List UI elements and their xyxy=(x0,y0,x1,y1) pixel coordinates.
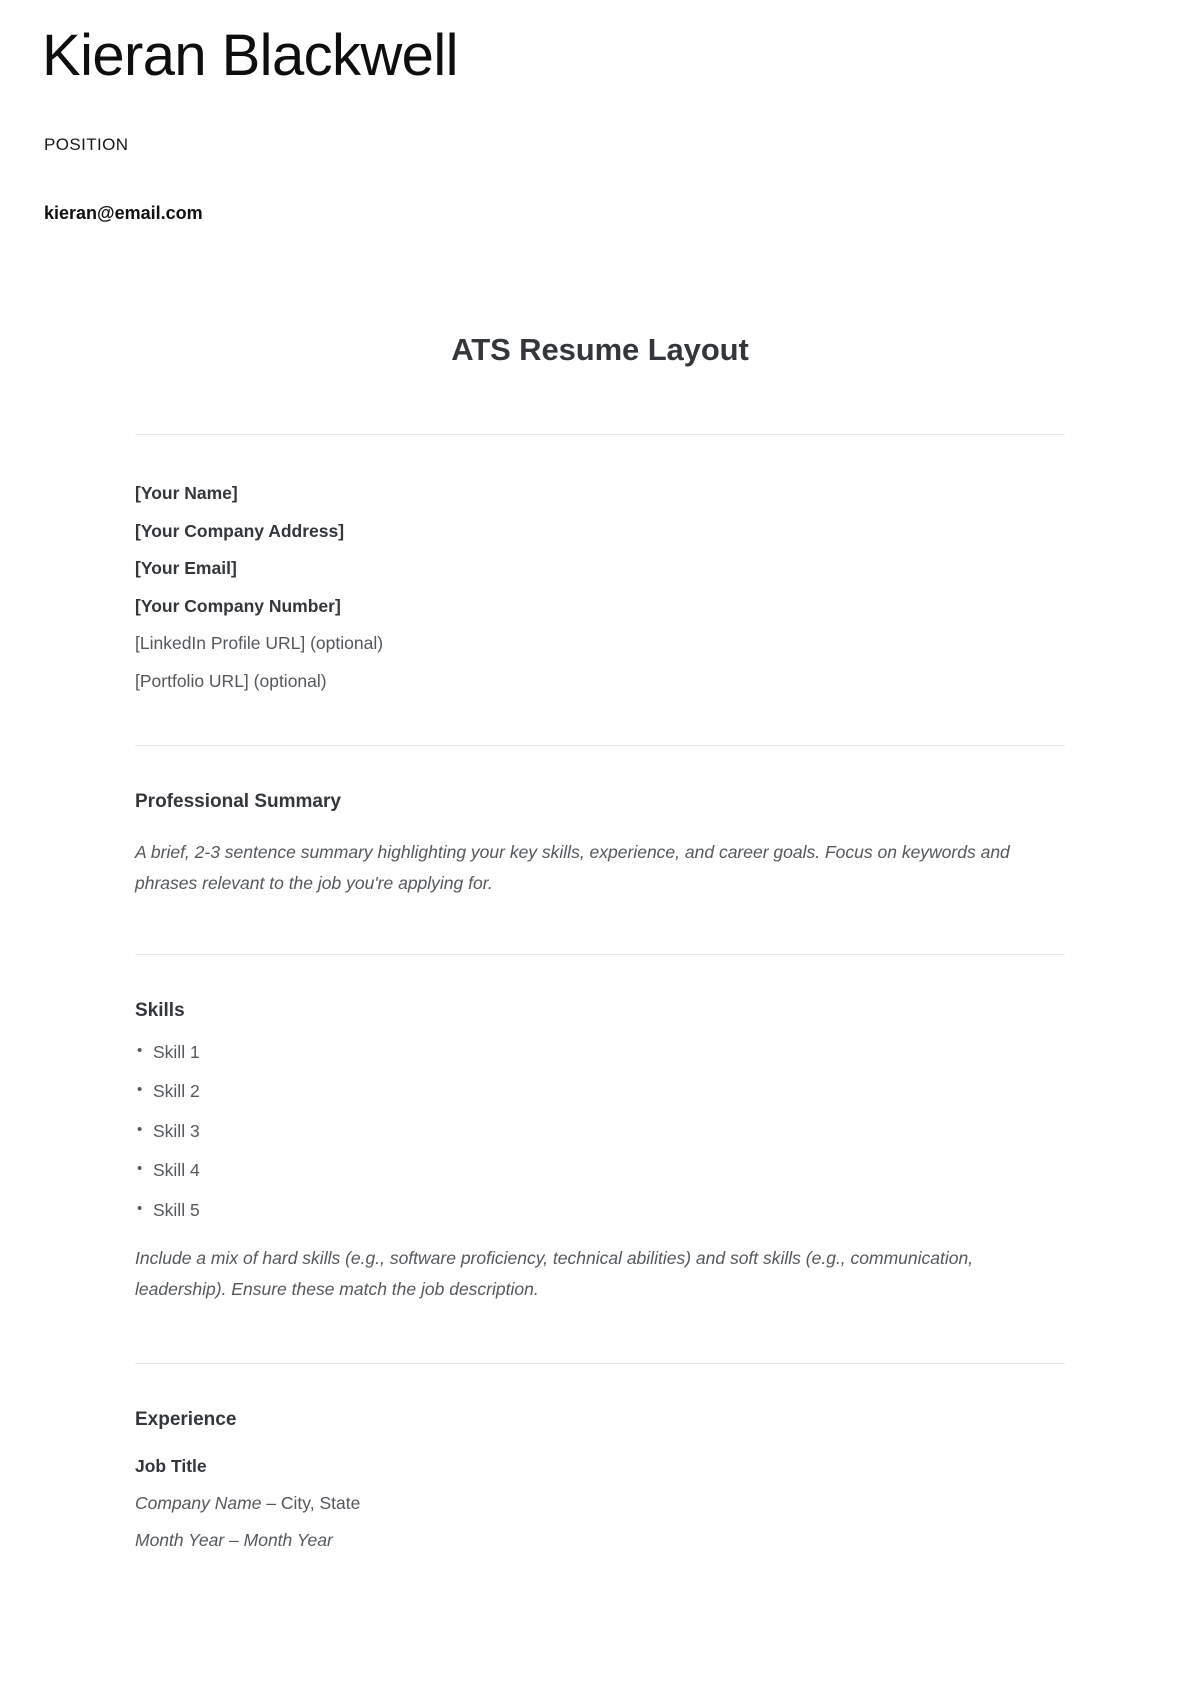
contact-line-portfolio: [Portfolio URL] (optional) xyxy=(135,670,327,691)
list-item: • Skill 1 xyxy=(135,1044,1065,1062)
contact-line-number: [Your Company Number] xyxy=(135,595,341,616)
professional-summary-text: A brief, 2-3 sentence summary highlighting your key skills, experience, and career goals. Focus on keywords and phrases relevant to the job you're applying for. xyxy=(135,841,1010,893)
experience-company-name: Company Name xyxy=(135,1492,262,1513)
contact-block xyxy=(135,435,1065,690)
experience-company-location: – City, State xyxy=(261,1492,361,1513)
experience-heading: Experience xyxy=(135,1408,237,1430)
section-skills xyxy=(135,955,1065,1304)
page-title: ATS Resume Layout xyxy=(451,331,749,367)
skills-heading: Skills xyxy=(135,1000,185,1022)
section-professional-summary xyxy=(135,746,1065,898)
list-item: • Skill 4 xyxy=(135,1162,1065,1180)
letterhead-email: kieran@email.com xyxy=(44,202,203,223)
document-body xyxy=(135,330,1065,1550)
experience-dates: Month Year – Month Year xyxy=(135,1530,333,1551)
list-item: • Skill 3 xyxy=(135,1123,1065,1141)
contact-line-name: [Your Name] xyxy=(135,483,238,504)
section-experience xyxy=(135,1364,1065,1550)
letterhead xyxy=(0,0,1200,225)
experience-company-line xyxy=(135,1492,1065,1513)
professional-summary-heading: Professional Summary xyxy=(135,791,341,813)
contact-line-linkedin: [LinkedIn Profile URL] (optional) xyxy=(135,633,384,654)
list-item: • Skill 2 xyxy=(135,1083,1065,1101)
experience-job-title: Job Title xyxy=(135,1456,207,1477)
list-item: • Skill 5 xyxy=(135,1202,1065,1220)
letterhead-position: POSITION xyxy=(44,135,129,155)
contact-line-email: [Your Email] xyxy=(135,558,237,579)
skills-note-text: Include a mix of hard skills (e.g., software proficiency, technical abilities) and soft skills (e.g., communication, leadership). Ensure these match the job description. xyxy=(135,1248,974,1299)
letterhead-name: Kieran Blackwell xyxy=(42,23,458,88)
contact-line-address: [Your Company Address] xyxy=(135,520,345,541)
skills-list xyxy=(135,1041,1065,1220)
